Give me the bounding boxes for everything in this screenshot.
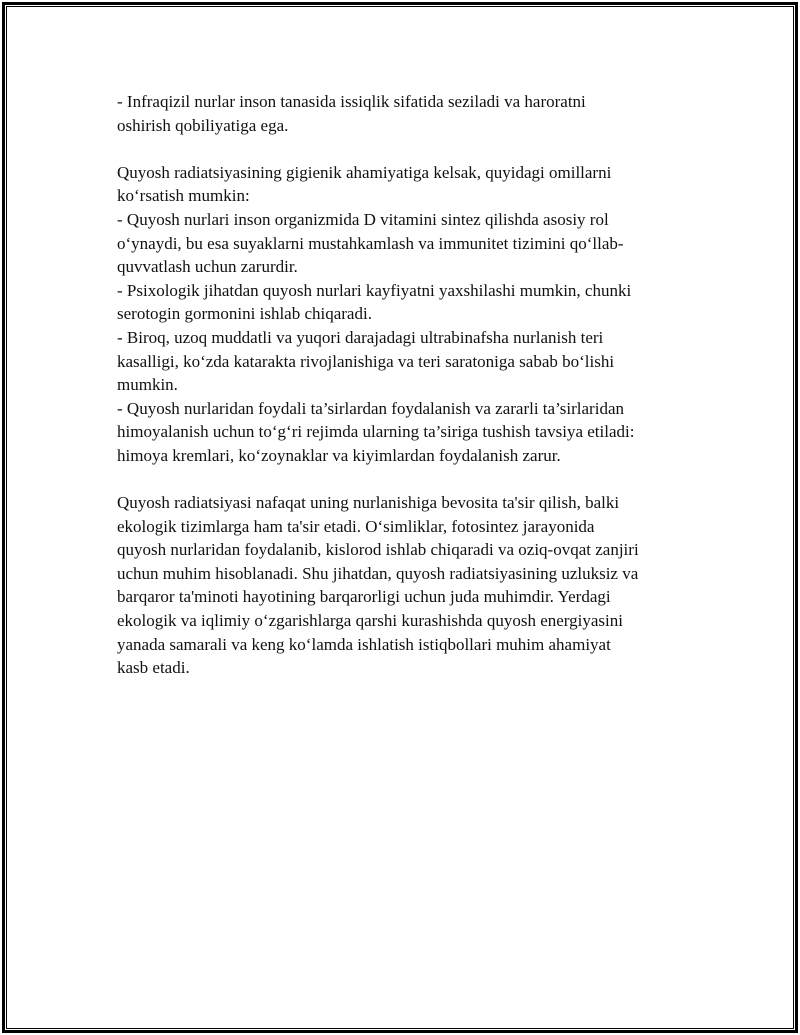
paragraph-ecological-impact xyxy=(117,491,687,680)
paragraph-hygienic-importance xyxy=(117,161,687,468)
text-line: quyosh nurlaridan foydalanib, kislorod ishlab chiqaradi va oziq-ovqat zanjiri xyxy=(117,540,639,560)
text-line: - Biroq, uzoq muddatli va yuqori darajadagi ultrabinafsha nurlanish teri xyxy=(117,327,604,347)
text-line: himoyalanish uchun to‘g‘ri rejimda ularning ta’siriga tushish tavsiya etiladi: xyxy=(117,422,635,442)
text-line: oshirish qobiliyatiga ega. xyxy=(117,115,289,135)
text-line: mumkin. xyxy=(117,375,178,395)
text-line: - Psixologik jihatdan quyosh nurlari kayfiyatni yaxshilashi mumkin, chunki xyxy=(117,280,632,300)
text-line: o‘ynaydi, bu esa suyaklarni mustahkamlash va immunitet tizimini qo‘llab- xyxy=(117,233,624,253)
text-line: quvvatlash uchun zarurdir. xyxy=(117,257,298,277)
text-line: uchun muhim hisoblanadi. Shu jihatdan, quyosh radiatsiyasining uzluksiz va xyxy=(117,563,639,583)
text-line: - Quyosh nurlari inson organizmida D vitamini sintez qilishda asosiy rol xyxy=(117,209,609,229)
text-line: himoya kremlari, ko‘zoynaklar va kiyimlardan foydalanish zarur. xyxy=(117,445,561,465)
document-body xyxy=(117,90,687,680)
text-line: ekologik va iqlimiy o‘zgarishlarga qarshi kurashishda quyosh energiyasini xyxy=(117,611,623,631)
text-line: ekologik tizimlarga ham ta'sir etadi. O‘simliklar, fotosintez jarayonida xyxy=(117,516,595,536)
text-line: - Infraqizil nurlar inson tanasida issiqlik sifatida seziladi va haroratni xyxy=(117,92,586,111)
text-line: ko‘rsatish mumkin: xyxy=(117,186,250,206)
text-line: yanada samarali va keng ko‘lamda ishlatish istiqbollari muhim ahamiyat xyxy=(117,634,611,654)
text-line: - Quyosh nurlaridan foydali ta’sirlardan foydalanish va zararli ta’sirlaridan xyxy=(117,398,624,418)
text-line: serotogin gormonini ishlab chiqaradi. xyxy=(117,304,372,324)
text-line: Quyosh radiatsiyasi nafaqat uning nurlanishiga bevosita ta'sir qilish, balki xyxy=(117,493,620,513)
text-line: kasb etadi. xyxy=(117,658,190,678)
paragraph-infrared xyxy=(117,90,687,137)
text-line: barqaror ta'minoti hayotining barqarorligi uchun juda muhimdir. Yerdagi xyxy=(117,587,611,607)
text-line: Quyosh radiatsiyasining gigienik ahamiyatiga kelsak, quyidagi omillarni xyxy=(117,162,612,182)
text-line: kasalligi, ko‘zda katarakta rivojlanishiga va teri saratoniga sabab bo‘lishi xyxy=(117,351,615,371)
